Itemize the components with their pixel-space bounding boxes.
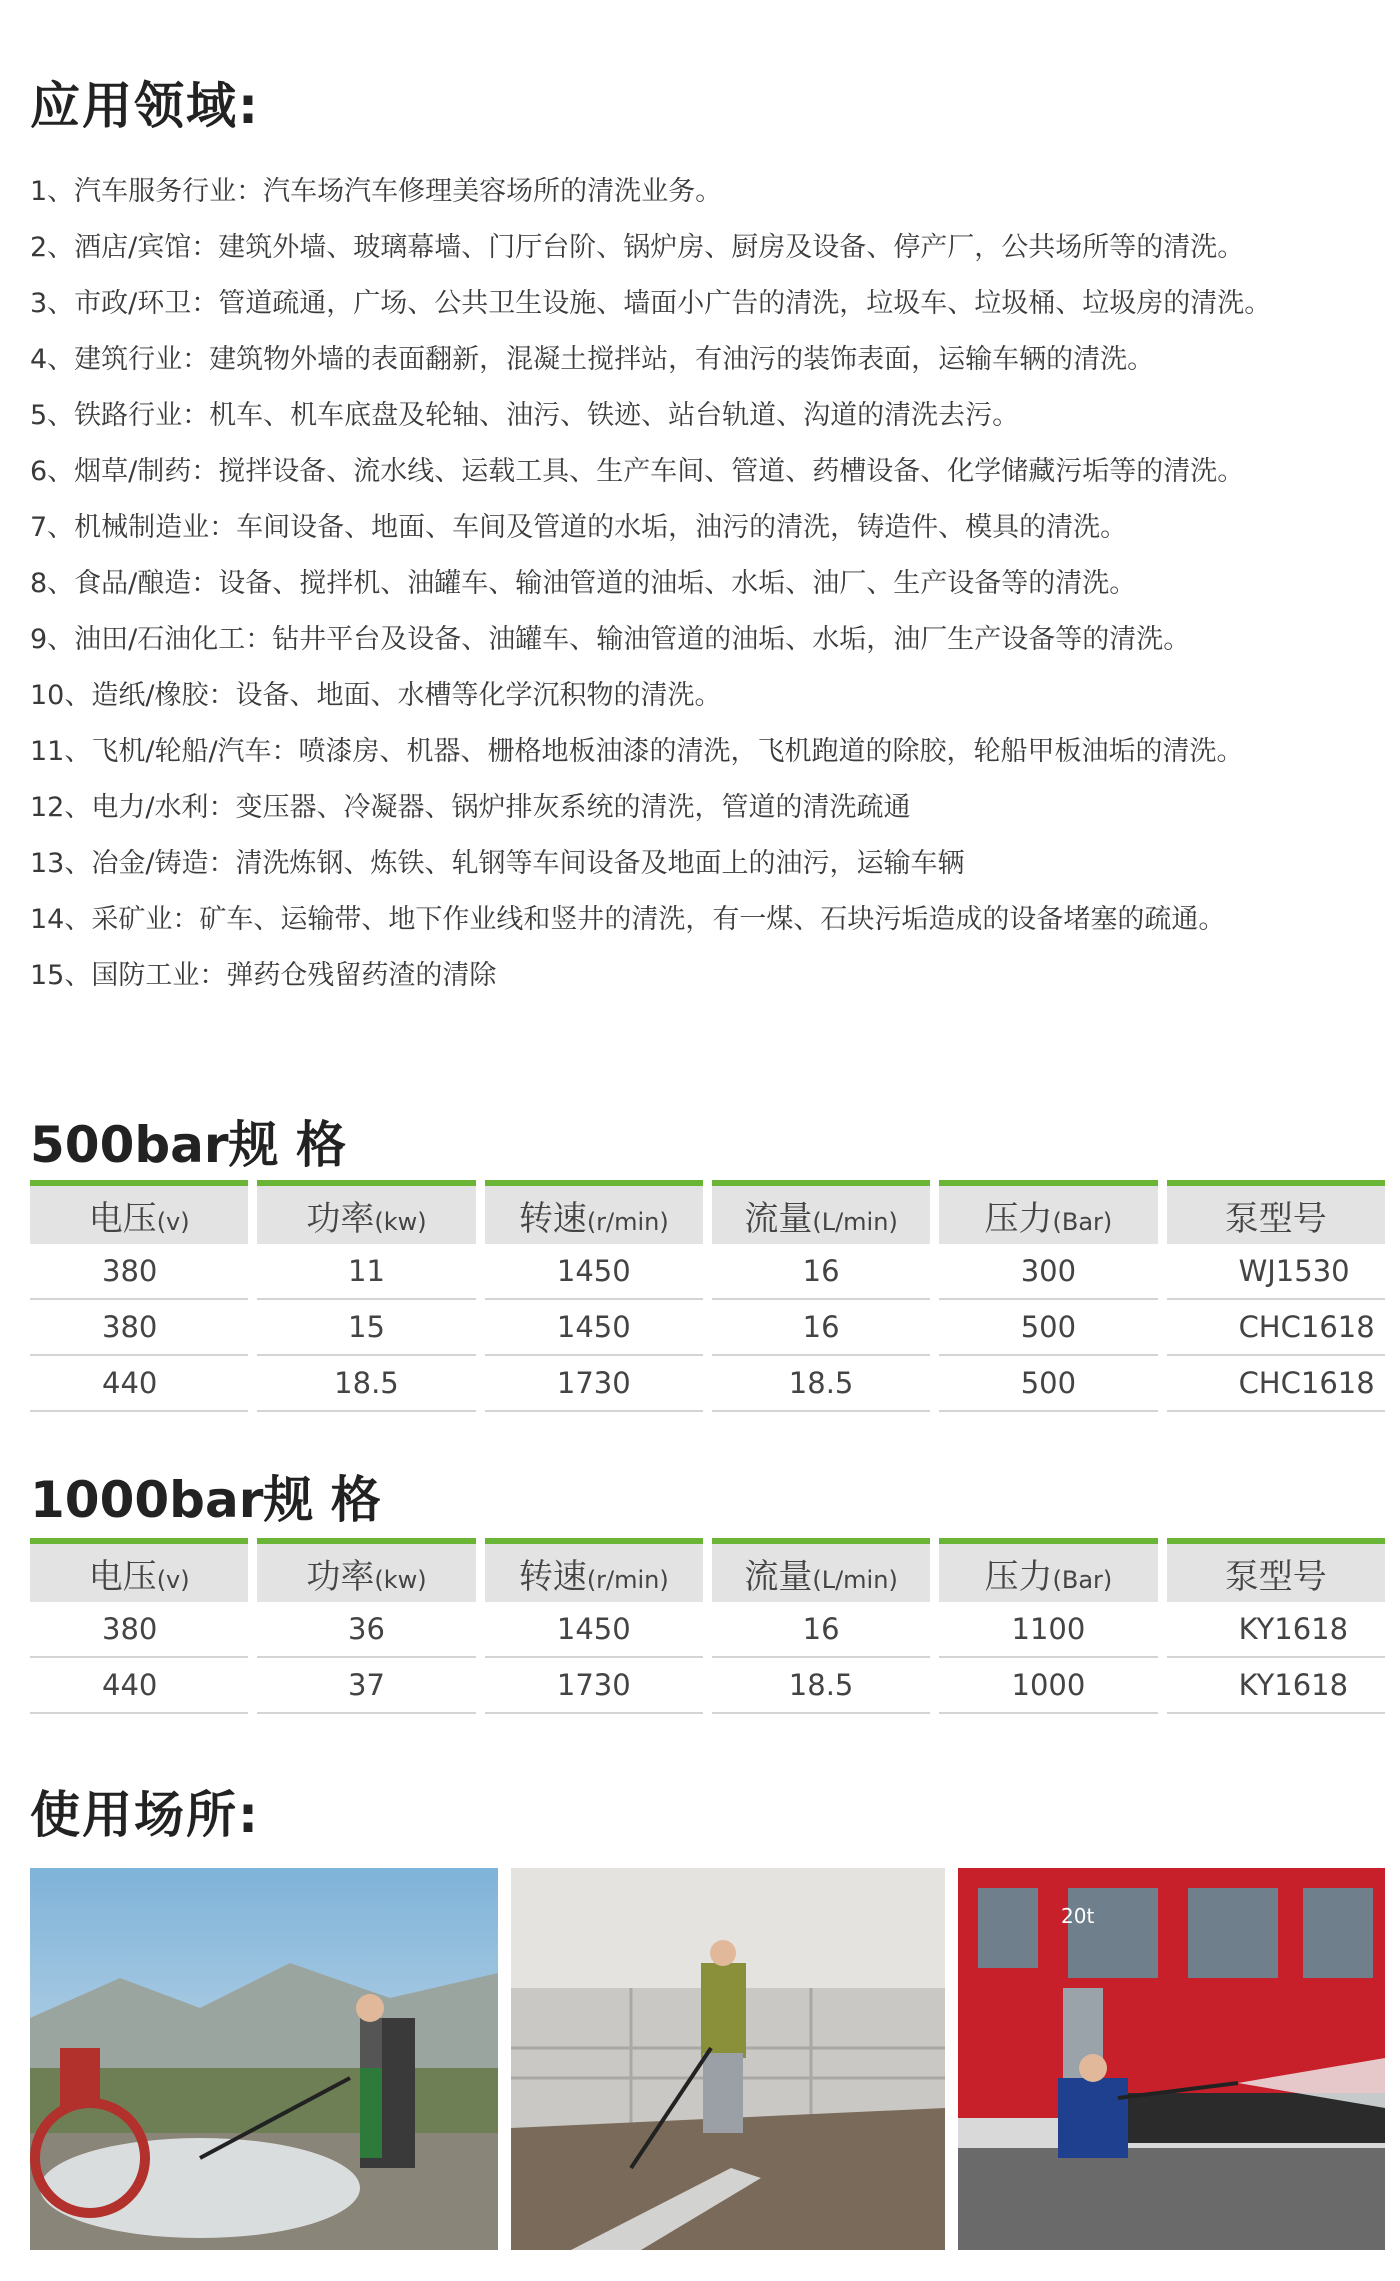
- table-cell: 300: [939, 1244, 1157, 1300]
- list-item: 9、油田/石油化工：钻井平台及设备、油罐车、输油管道的油垢、水垢，油厂生产设备等的清洗。: [30, 624, 1191, 655]
- table-cell: 16: [712, 1300, 930, 1356]
- column-header-label: 转速: [518, 1556, 587, 1597]
- column-gap: [476, 1300, 485, 1356]
- list-item: 1、汽车服务行业：汽车场汽车修理美容场所的清洗业务。: [30, 176, 723, 207]
- list-item: 3、市政/环卫：管道疏通，广场、公共卫生设施、墙面小广告的清洗，垃圾车、垃圾桶、垃圾房的清洗。: [30, 288, 1272, 319]
- table-row: [30, 1244, 1385, 1300]
- table-cell: 440: [30, 1356, 248, 1412]
- list-item: 12、电力/水利：变压器、冷凝器、锅炉排灰系统的清洗，管道的清洗疏通: [30, 792, 911, 823]
- column-gap: [1158, 1244, 1167, 1300]
- column-gap: [930, 1602, 939, 1658]
- column-gap: [930, 1658, 939, 1714]
- column-gap: [930, 1356, 939, 1412]
- field-cleaning-illustration: [30, 1868, 498, 2250]
- column-header-label: 压力: [984, 1198, 1053, 1239]
- table-cell: 16: [712, 1602, 930, 1658]
- list-item: 5、铁路行业：机车、机车底盘及轮轴、油污、铁迹、站台轨道、沟道的清洗去污。: [30, 400, 1020, 431]
- column-header: [712, 1180, 930, 1244]
- column-gap: [703, 1602, 712, 1658]
- column-gap: [248, 1180, 257, 1244]
- list-item: 14、采矿业：矿车、运输带、地下作业线和竖井的清洗，有一煤、石块污垢造成的设备堵塞的疏通。: [30, 904, 1226, 935]
- column-gap: [248, 1602, 257, 1658]
- column-header-unit: (v): [156, 1207, 190, 1236]
- column-gap: [476, 1538, 485, 1602]
- photo-train-cleaning: [958, 1868, 1385, 2250]
- column-header: [939, 1180, 1157, 1244]
- table-cell: 18.5: [257, 1356, 475, 1412]
- applications-list: [30, 164, 1380, 1004]
- column-header-unit: (r/min): [586, 1565, 669, 1594]
- column-gap: [248, 1538, 257, 1602]
- column-gap: [703, 1180, 712, 1244]
- table-cell: 500: [939, 1356, 1157, 1412]
- table-cell: CHC1618: [1167, 1300, 1385, 1356]
- column-header: [1167, 1180, 1385, 1244]
- column-header: [1167, 1538, 1385, 1602]
- column-header-unit: (L/min): [812, 1565, 898, 1594]
- table-cell: 1450: [485, 1602, 703, 1658]
- spec-1000-table: [30, 1538, 1385, 1714]
- column-header-label: 流量: [744, 1556, 813, 1597]
- column-header-unit: (v): [156, 1565, 190, 1594]
- column-gap: [1158, 1538, 1167, 1602]
- column-gap: [1158, 1658, 1167, 1714]
- column-gap: [248, 1356, 257, 1412]
- list-item: 8、食品/酿造：设备、搅拌机、油罐车、输油管道的油垢、水垢、油厂、生产设备等的清洗。: [30, 568, 1137, 599]
- column-header-unit: (kw): [374, 1565, 427, 1594]
- list-item: 4、建筑行业：建筑物外墙的表面翻新，混凝土搅拌站，有油污的装饰表面，运输车辆的清洗。: [30, 344, 1155, 375]
- table-cell: 15: [257, 1300, 475, 1356]
- column-header: [30, 1180, 248, 1244]
- table-cell: 1450: [485, 1244, 703, 1300]
- table-cell: 380: [30, 1602, 248, 1658]
- table-cell: 1000: [939, 1658, 1157, 1714]
- table-cell: KY1618: [1167, 1602, 1385, 1658]
- column-header-label: 泵型号: [1224, 1198, 1327, 1239]
- barn-cleaning-illustration: [511, 1868, 945, 2250]
- table-cell: 1730: [485, 1356, 703, 1412]
- list-item: 15、国防工业：弹药仓残留药渣的清除: [30, 960, 497, 991]
- table-cell: 18.5: [712, 1658, 930, 1714]
- list-item: 13、冶金/铸造：清洗炼钢、炼铁、轧钢等车间设备及地面上的油污，运输车辆: [30, 848, 965, 879]
- column-gap: [476, 1356, 485, 1412]
- column-gap: [248, 1244, 257, 1300]
- list-item: 6、烟草/制药：搅拌设备、流水线、运载工具、生产车间、管道、药槽设备、化学储藏污垢等的清洗。: [30, 456, 1245, 487]
- column-header-unit: (Bar): [1052, 1207, 1113, 1236]
- table-cell: WJ1530: [1167, 1244, 1385, 1300]
- table-row: [30, 1356, 1385, 1412]
- column-header-label: 流量: [744, 1198, 813, 1239]
- column-gap: [476, 1602, 485, 1658]
- column-gap: [703, 1356, 712, 1412]
- photo-gallery: [30, 1868, 1385, 2250]
- column-header-label: 压力: [984, 1556, 1053, 1597]
- column-header: [712, 1538, 930, 1602]
- column-gap: [1158, 1300, 1167, 1356]
- column-gap: [248, 1300, 257, 1356]
- column-gap: [703, 1658, 712, 1714]
- column-gap: [1158, 1180, 1167, 1244]
- column-gap: [1158, 1356, 1167, 1412]
- column-gap: [930, 1180, 939, 1244]
- column-gap: [930, 1244, 939, 1300]
- table-header-row: [30, 1538, 1385, 1602]
- table-cell: KY1618: [1167, 1658, 1385, 1714]
- column-gap: [476, 1658, 485, 1714]
- column-gap: [248, 1658, 257, 1714]
- photo-barn-cleaning: [511, 1868, 945, 2250]
- table-cell: 16: [712, 1244, 930, 1300]
- table-row: [30, 1602, 1385, 1658]
- column-gap: [476, 1180, 485, 1244]
- column-header-label: 电压: [88, 1556, 157, 1597]
- table-cell: 500: [939, 1300, 1157, 1356]
- column-header-unit: (r/min): [586, 1207, 669, 1236]
- column-gap: [930, 1538, 939, 1602]
- column-header: [485, 1538, 703, 1602]
- table-cell: 380: [30, 1300, 248, 1356]
- table-cell: 440: [30, 1658, 248, 1714]
- column-header-unit: (Bar): [1052, 1565, 1113, 1594]
- table-row: [30, 1658, 1385, 1714]
- list-item: 2、酒店/宾馆：建筑外墙、玻璃幕墙、门厅台阶、锅炉房、厨房及设备、停产厂，公共场所等的清洗。: [30, 232, 1245, 263]
- table-cell: 37: [257, 1658, 475, 1714]
- column-gap: [476, 1244, 485, 1300]
- places-title: 使用场所:: [30, 1786, 260, 1844]
- applications-title: 应用领域:: [30, 77, 260, 135]
- table-cell: 1450: [485, 1300, 703, 1356]
- list-item: 11、飞机/轮船/汽车：喷漆房、机器、栅格地板油漆的清洗，飞机跑道的除胶，轮船甲板油垢的清洗。: [30, 736, 1244, 767]
- column-header-label: 泵型号: [1224, 1556, 1327, 1597]
- spec-1000-title: 1000bar规 格: [30, 1471, 381, 1529]
- table-cell: 380: [30, 1244, 248, 1300]
- column-header-label: 转速: [518, 1198, 587, 1239]
- column-header: [485, 1180, 703, 1244]
- column-header: [257, 1538, 475, 1602]
- column-header-unit: (kw): [374, 1207, 427, 1236]
- list-item: 7、机械制造业：车间设备、地面、车间及管道的水垢，油污的清洗，铸造件、模具的清洗。: [30, 512, 1128, 543]
- table-cell: 1730: [485, 1658, 703, 1714]
- spec-500-title: 500bar规 格: [30, 1116, 346, 1174]
- train-cleaning-illustration: [958, 1868, 1385, 2250]
- table-row: [30, 1300, 1385, 1356]
- column-header-unit: (L/min): [812, 1207, 898, 1236]
- column-header-label: 功率: [306, 1198, 375, 1239]
- column-gap: [1158, 1602, 1167, 1658]
- table-cell: CHC1618: [1167, 1356, 1385, 1412]
- table-cell: 1100: [939, 1602, 1157, 1658]
- spec-500-table: [30, 1180, 1385, 1412]
- column-header: [257, 1180, 475, 1244]
- column-gap: [703, 1300, 712, 1356]
- column-gap: [703, 1244, 712, 1300]
- column-gap: [703, 1538, 712, 1602]
- column-header-label: 电压: [88, 1198, 157, 1239]
- column-header-label: 功率: [306, 1556, 375, 1597]
- column-header: [30, 1538, 248, 1602]
- table-cell: 18.5: [712, 1356, 930, 1412]
- column-header: [939, 1538, 1157, 1602]
- table-cell: 36: [257, 1602, 475, 1658]
- table-header-row: [30, 1180, 1385, 1244]
- column-gap: [930, 1300, 939, 1356]
- train-label: 20t: [1061, 1904, 1095, 1928]
- list-item: 10、造纸/橡胶：设备、地面、水槽等化学沉积物的清洗。: [30, 680, 722, 711]
- photo-field-cleaning: [30, 1868, 498, 2250]
- table-cell: 11: [257, 1244, 475, 1300]
